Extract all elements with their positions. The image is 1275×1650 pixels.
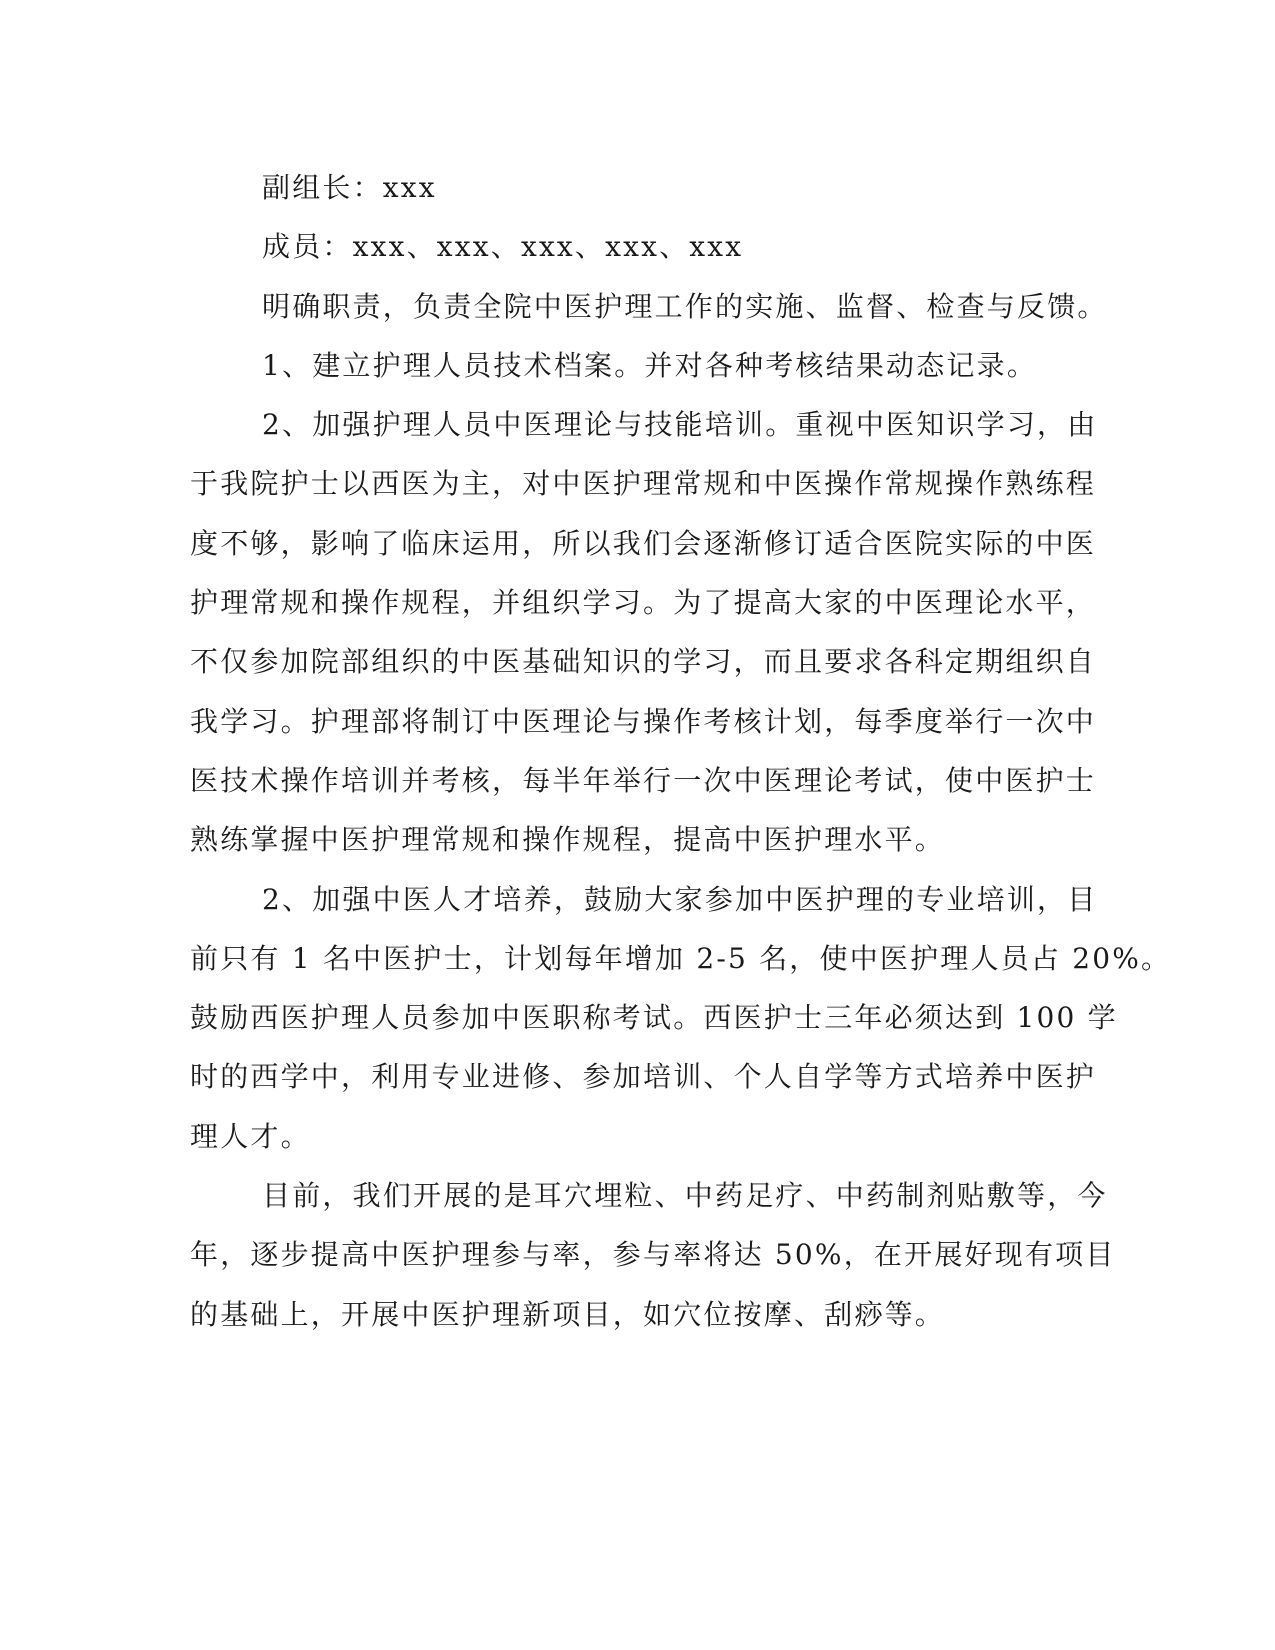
text-line: 2、加强中医人才培养，鼓励大家参加中医护理的专业培训，目 bbox=[262, 882, 1098, 916]
text-line: 1、建立护理人员技术档案。并对各种考核结果动态记录。 bbox=[262, 348, 1038, 382]
text-line-deputy-leader: 副组长：xxx bbox=[262, 171, 437, 204]
text-line: 的基础上，开展中医护理新项目，如穴位按摩、刮痧等。 bbox=[190, 1297, 946, 1331]
document-body bbox=[190, 158, 1172, 1344]
text-line: 熟练掌握中医护理常规和操作规程，提高中医护理水平。 bbox=[190, 823, 946, 857]
text-line: 我学习。护理部将制订中医理论与操作考核计划，每季度举行一次中 bbox=[190, 704, 1097, 738]
text-line: 于我院护士以西医为主，对中医护理常规和中医操作常规操作熟练程 bbox=[190, 467, 1097, 501]
text-line: 护理常规和操作规程，并组织学习。为了提高大家的中医理论水平， bbox=[190, 586, 1097, 620]
text-line: 明确职责，负责全院中医护理工作的实施、监督、检查与反馈。 bbox=[262, 289, 1108, 323]
text-line: 前只有 1 名中医护士，计划每年增加 2-5 名，使中医护理人员占 20%。 bbox=[190, 941, 1172, 975]
text-line: 不仅参加院部组织的中医基础知识的学习，而且要求各科定期组织自 bbox=[190, 645, 1097, 679]
text-line: 时的西学中，利用专业进修、参加培训、个人自学等方式培养中医护 bbox=[190, 1060, 1097, 1094]
text-line: 年，逐步提高中医护理参与率，参与率将达 50%，在开展好现有项目 bbox=[190, 1238, 1116, 1272]
text-line: 鼓励西医护理人员参加中医职称考试。西医护士三年必须达到 100 学 bbox=[190, 1001, 1118, 1035]
text-line: 2、加强护理人员中医理论与技能培训。重视中医知识学习，由 bbox=[262, 408, 1098, 442]
text-line: 理人才。 bbox=[190, 1119, 311, 1153]
text-line: 医技术操作培训并考核，每半年举行一次中医理论考试，使中医护士 bbox=[190, 763, 1097, 797]
text-line: 度不够，影响了临床运用，所以我们会逐渐修订适合医院实际的中医 bbox=[190, 526, 1097, 560]
text-line-members: 成员：xxx、xxx、xxx、xxx、xxx bbox=[262, 230, 744, 264]
text-line: 目前，我们开展的是耳穴埋粒、中药足疗、中药制剂贴敷等，今 bbox=[262, 1179, 1108, 1213]
